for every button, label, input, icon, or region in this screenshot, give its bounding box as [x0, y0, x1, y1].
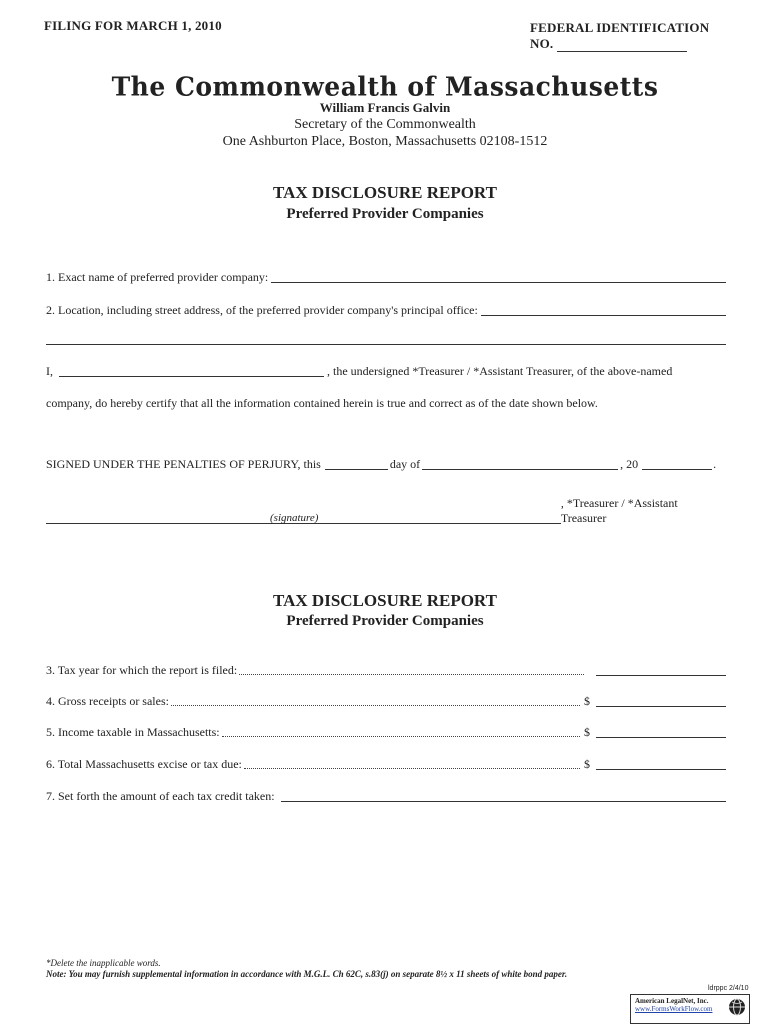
signed-day-label: day of: [389, 457, 421, 471]
form-code: ldrppc 2/4/10: [708, 985, 749, 992]
footnote-supplemental: Note: You may furnish supplemental information in accordance with M.G.L. Ch 62C, s.83(j) on separate 8½ x 11 sheets of white bond paper.: [46, 969, 568, 979]
question-5-label: 5. Income taxable in Massachusetts:: [46, 725, 220, 739]
question-4-label: 4. Gross receipts or sales:: [46, 694, 169, 708]
report-subtitle-2: Preferred Provider Companies: [286, 613, 484, 629]
tax-year-input[interactable]: [596, 674, 726, 676]
question-1-label: 1. Exact name of preferred provider company:: [46, 270, 269, 284]
principal-office-input[interactable]: [481, 314, 726, 316]
question-4-row: [46, 694, 726, 709]
question-4-leader: [171, 704, 580, 706]
tax-credit-input[interactable]: [281, 800, 726, 802]
office-address: One Ashburton Place, Boston, Massachusetts 02108-1512: [222, 134, 548, 149]
signed-year-label: , 20: [620, 457, 639, 471]
question-3-label: 3. Tax year for which the report is filed:: [46, 663, 238, 677]
commonwealth-heading: The Commonwealth of Massachusetts: [111, 71, 659, 102]
question-3-row: [46, 663, 726, 678]
signature-row: [46, 496, 726, 526]
question-7-label: 7. Set forth the amount of each tax credit taken:: [46, 789, 275, 803]
question-6-leader: [244, 767, 580, 769]
federal-id-input[interactable]: [557, 39, 687, 52]
question-4-dollar: $: [584, 694, 590, 708]
cert-i-label: I,: [46, 364, 53, 378]
question-5-row: [46, 725, 726, 740]
publisher-logo: [630, 994, 750, 1024]
federal-id-label: FEDERAL IDENTIFICATION: [530, 20, 710, 35]
signed-month-input[interactable]: [422, 468, 618, 470]
report-title-1: TAX DISCLOSURE REPORT: [273, 183, 497, 202]
report-title-2: TAX DISCLOSURE REPORT: [273, 591, 497, 610]
publisher-link[interactable]: www.FormsWorkFlow.com: [635, 1005, 713, 1013]
question-5-leader: [222, 735, 580, 737]
official-title: Secretary of the Commonwealth: [294, 117, 476, 132]
question-7-row: [46, 789, 726, 804]
certification-row: [46, 364, 726, 379]
question-6-row: [46, 757, 726, 772]
cert-mid-text: , the undersigned *Treasurer / *Assistant Treasurer, of the above-named: [327, 364, 673, 378]
signed-row: [46, 457, 730, 472]
question-5-dollar: $: [584, 725, 590, 739]
company-name-input[interactable]: [271, 281, 726, 283]
principal-office-input-line-2[interactable]: [46, 344, 726, 345]
certification-text: company, do hereby certify that all the information contained herein is true and correct as of the date shown below.: [46, 396, 598, 410]
signed-end: .: [713, 457, 717, 471]
signed-year-input[interactable]: [642, 468, 712, 470]
question-1-row: [46, 270, 726, 285]
question-6-dollar: $: [584, 757, 590, 771]
question-2-row: [46, 303, 726, 318]
question-6-label: 6. Total Massachusetts excise or tax due:: [46, 757, 242, 771]
question-2-label: 2. Location, including street address, of the preferred provider company's principal office:: [46, 303, 478, 317]
globe-icon: [728, 998, 746, 1016]
filing-date: FILING FOR MARCH 1, 2010: [44, 18, 222, 33]
signed-day-input[interactable]: [325, 468, 388, 470]
federal-id-no-label: NO.: [530, 36, 554, 51]
gross-receipts-input[interactable]: [596, 705, 726, 707]
official-name: William Francis Galvin: [319, 100, 451, 115]
taxable-income-input[interactable]: [596, 736, 726, 738]
signed-prefix: SIGNED UNDER THE PENALTIES OF PERJURY, this: [46, 457, 321, 471]
question-3-leader: [239, 673, 584, 675]
report-subtitle-1: Preferred Provider Companies: [286, 206, 484, 222]
certifier-name-input[interactable]: [59, 375, 324, 377]
federal-id-field: [530, 36, 687, 52]
signature-caption: (signature): [270, 512, 319, 524]
tax-due-input[interactable]: [596, 768, 726, 770]
publisher-name: American LegalNet, Inc.: [635, 997, 709, 1005]
signature-role: , *Treasurer / *Assistant Treasurer: [560, 496, 678, 525]
footnote-delete: *Delete the inapplicable words.: [46, 958, 161, 968]
